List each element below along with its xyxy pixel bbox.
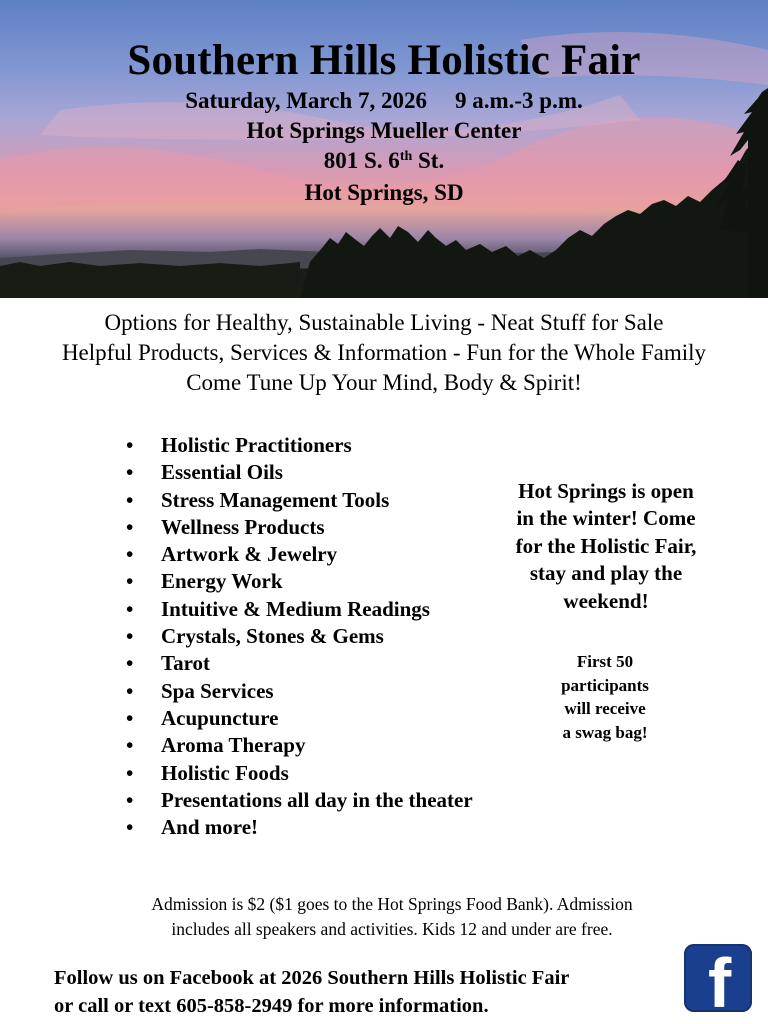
feature-item: • Artwork & Jewelry xyxy=(126,541,473,568)
event-street-address xyxy=(0,148,768,174)
contact-info xyxy=(54,964,674,1020)
street-name-end: St. xyxy=(412,148,445,173)
feature-item: • Energy Work xyxy=(126,568,473,595)
feature-item: • Tarot xyxy=(126,650,473,677)
feature-item: • Acupuncture xyxy=(126,705,473,732)
admission-line: Admission is $2 ($1 goes to the Hot Springs Food Bank). Admission xyxy=(151,894,633,914)
street-number: 801 S. 6 xyxy=(323,148,400,173)
feature-item: • And more! xyxy=(126,814,473,841)
sunset-header-photo xyxy=(0,0,768,298)
tagline-3: Come Tune Up Your Mind, Body & Spirit! xyxy=(186,370,582,395)
event-time: 9 a.m.-3 p.m. xyxy=(454,88,583,113)
feature-item: • Stress Management Tools xyxy=(126,487,473,514)
call-text-line: or call or text 605-858-2949 for more information. xyxy=(54,995,489,1017)
tagline-1: Options for Healthy, Sustainable Living - Neat Stuff for Sale xyxy=(104,310,664,335)
event-title: Southern Hills Holistic Fair xyxy=(127,37,641,84)
winter-note-line: in the winter! Come xyxy=(516,506,696,531)
feature-item: • Holistic Practitioners xyxy=(126,432,473,459)
winter-note-line: for the Holistic Fair, xyxy=(515,533,697,558)
admission-info xyxy=(100,892,684,942)
winter-note xyxy=(500,478,712,615)
street-ordinal-suffix: th xyxy=(399,149,413,164)
facebook-icon[interactable] xyxy=(684,944,752,1012)
admission-line: includes all speakers and activities. Kids 12 and under are free. xyxy=(171,919,613,939)
feature-item: • Spa Services xyxy=(126,678,473,705)
facebook-f-glyph: f xyxy=(708,944,732,1012)
swag-note-line: First 50 xyxy=(576,652,634,671)
event-city: Hot Springs, SD xyxy=(304,180,464,205)
event-date-time xyxy=(0,88,768,114)
event-venue: Hot Springs Mueller Center xyxy=(246,118,522,143)
swag-note-line: will receive xyxy=(564,699,646,718)
features-list xyxy=(126,432,473,841)
feature-item: • Intuitive & Medium Readings xyxy=(126,596,473,623)
winter-note-line: Hot Springs is open xyxy=(518,479,694,503)
tagline-2: Helpful Products, Services & Information - Fun for the Whole Family xyxy=(61,340,707,365)
feature-item: • Wellness Products xyxy=(126,514,473,541)
feature-item: • Holistic Foods xyxy=(126,760,473,787)
winter-note-line: stay and play the xyxy=(529,561,683,586)
swag-note-line: a swag bag! xyxy=(562,722,648,742)
feature-item: • Essential Oils xyxy=(126,459,473,486)
feature-item: • Crystals, Stones & Gems xyxy=(126,623,473,650)
swag-note-line: participants xyxy=(561,675,649,695)
feature-item: • Aroma Therapy xyxy=(126,732,473,759)
follow-facebook-line: Follow us on Facebook at 2026 Southern Hills Holistic Fair xyxy=(54,967,570,989)
event-date: Saturday, March 7, 2026 xyxy=(185,88,427,113)
feature-item: • Presentations all day in the theater xyxy=(126,787,473,814)
winter-note-line: weekend! xyxy=(563,588,649,613)
swag-bag-note xyxy=(522,650,688,744)
